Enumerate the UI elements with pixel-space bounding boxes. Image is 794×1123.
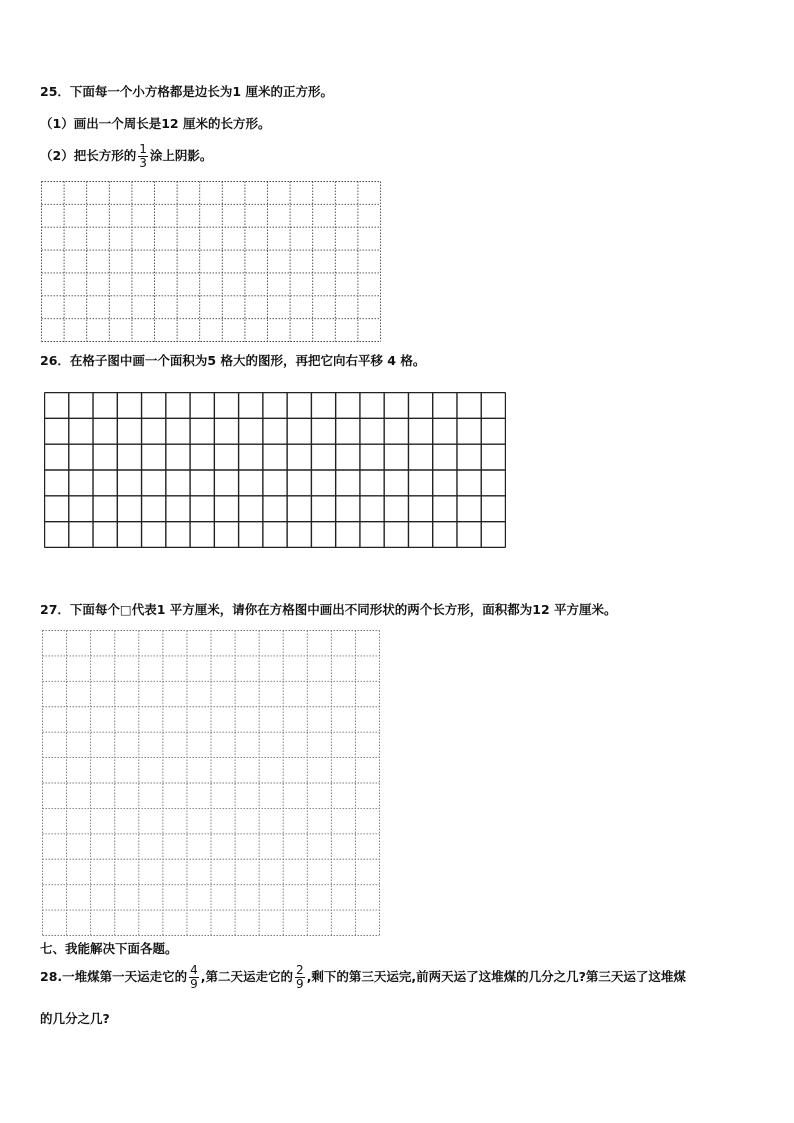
q25-part2-before: （2）把长方形的 bbox=[40, 148, 137, 163]
q28-fraction-2-numerator: 2 bbox=[296, 963, 304, 977]
q26-stem: 26．在格子图中画一个面积为5 格大的图形，再把它向右平移 4 格。 bbox=[40, 353, 426, 368]
q28-part-a: 28.一堆煤第一天运走它的 bbox=[40, 969, 188, 984]
q25-part2-after: 涂上阴影。 bbox=[149, 148, 213, 163]
q27-stem: 27．下面每个□代表1 平方厘米，请你在方格图中画出不同形状的两个长方形，面积都为12 平方厘米。 bbox=[40, 602, 617, 617]
q25-stem: 25．下面每一个小方格都是边长为1 厘米的正方形。 bbox=[40, 84, 333, 99]
q28-part-b: ,第二天运走它的 bbox=[200, 969, 294, 984]
section7-title: 七、我能解决下面各题。 bbox=[40, 941, 178, 956]
q27-square-grid bbox=[42, 630, 380, 936]
q28-part-c: ,剩下的第三天运完,前两天运了这堆煤的几分之几?第三天运了这堆煤 bbox=[306, 969, 686, 984]
q28-fraction-1-numerator: 4 bbox=[190, 963, 198, 977]
q25-part2 bbox=[40, 143, 212, 170]
q28-fraction-2-denominator: 9 bbox=[296, 977, 304, 991]
q28-fraction-2 bbox=[295, 964, 305, 991]
q25-fraction bbox=[138, 143, 148, 170]
q28-line2: 的几分之几? bbox=[40, 1011, 110, 1026]
q28-line1 bbox=[40, 964, 686, 991]
q25-fraction-denominator: 3 bbox=[139, 156, 147, 170]
q28-fraction-1-denominator: 9 bbox=[190, 977, 198, 991]
q25-part1: （1）画出一个周长是12 厘米的长方形。 bbox=[40, 116, 271, 131]
q25-fraction-numerator: 1 bbox=[139, 142, 147, 156]
q25-dotted-grid bbox=[41, 181, 381, 342]
q28-fraction-1 bbox=[189, 964, 199, 991]
q26-solid-grid bbox=[44, 392, 506, 548]
